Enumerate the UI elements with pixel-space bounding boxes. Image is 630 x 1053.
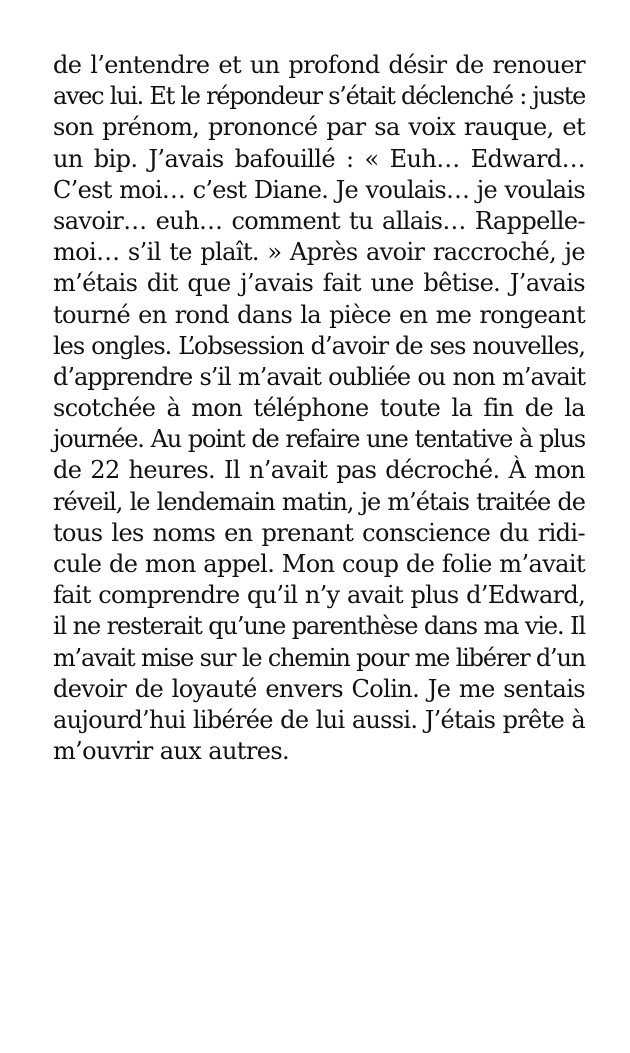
text-line: cule de mon appel. Mon coup de folie m’avait (53, 550, 585, 578)
text-line: tourné en rond dans la pièce en me rongeant (53, 300, 585, 329)
text-line: C’est moi… c’est Diane. Je voulais… je voulais (53, 175, 585, 204)
text-line: d’apprendre s’il m’avait oubliée ou non m’avait (53, 362, 585, 391)
text-line: son prénom, prononcé par sa voix rauque, et (53, 113, 585, 142)
text-line: les ongles. L’obsession d’avoir de ses nouvelles, (53, 331, 585, 360)
body-text (53, 50, 585, 767)
text-line: devoir de loyauté envers Colin. Je me sentais (53, 674, 585, 703)
text-line: de l’entendre et un profond désir de renouer (53, 51, 585, 79)
text-line: journée. Au point de refaire une tentative à plus (53, 425, 585, 454)
text-line: aujourd’hui libérée de lui aussi. J’étais prête à (53, 705, 585, 734)
text-line: savoir… euh… comment tu allais… Rappelle- (53, 206, 585, 235)
text-line: m’ouvrir aux autres. (53, 737, 290, 766)
text-line: réveil, le lendemain matin, je m’étais traitée de (53, 487, 585, 516)
text-line: il ne resterait qu’une parenthèse dans ma vie. Il (53, 612, 586, 641)
text-line: avec lui. Et le répondeur s’était déclenché : juste (53, 82, 585, 111)
text-line: scotchée à mon téléphone toute la fin de la (53, 394, 585, 423)
text-line: m’avait mise sur le chemin pour me libérer d’un (53, 643, 585, 672)
text-line: tous les noms en prenant conscience du ridi- (53, 518, 585, 547)
text-line: m’étais dit que j’avais fait une bêtise. J’avais (53, 269, 585, 298)
text-line: un bip. J’avais bafouillé : « Euh… Edward… (53, 144, 585, 173)
text-line: de 22 heures. Il n’avait pas décroché. À mon (53, 456, 585, 485)
text-line: fait comprendre qu’il n’y avait plus d’Edward, (53, 581, 585, 610)
text-line: moi… s’il te plaît. » Après avoir raccroché, je (53, 238, 585, 267)
